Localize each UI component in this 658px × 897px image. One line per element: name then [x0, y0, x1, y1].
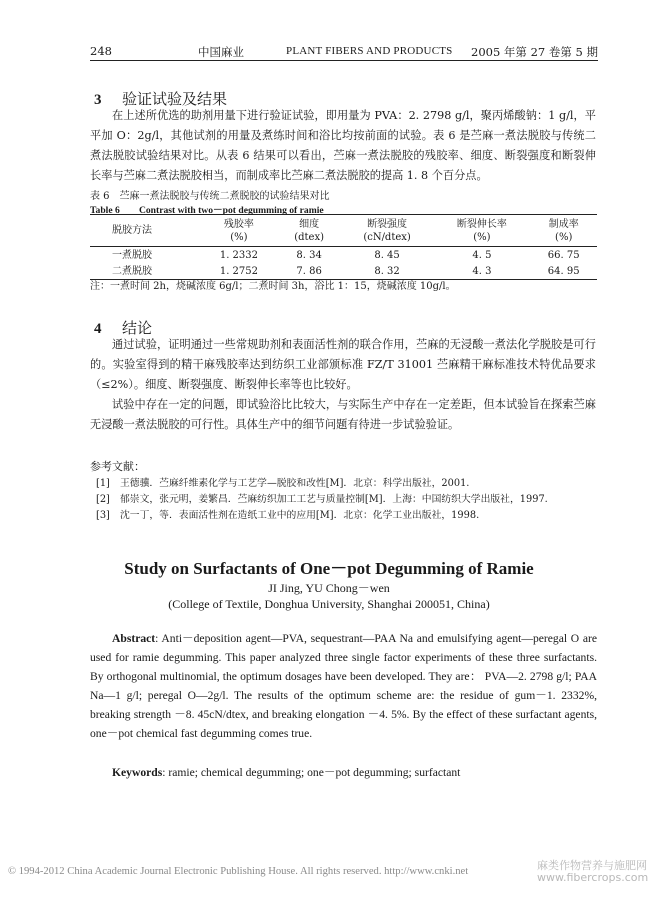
english-affiliation: (College of Textile, Donghua University, Shanghai 200051, China): [168, 597, 490, 611]
paragraph: 在上述所优选的助剂用量下进行验证试验，即用量为 PVA：2. 2798 g/l，聚丙烯酸钠：1 g/l，平平加 O：2g/l，其他试剂的用量及煮练时间和浴比均按前面的试验。表 6 是苎麻一煮法脱胶与传统二煮法脱胶试验结果对比。从表 6 结果可以看出，苎麻一煮法脱胶的残胶率、细度、断裂强度和断裂伸长率与苎麻二煮法脱胶相当，而制成率比苎麻二煮法脱胶的提高 1. 8 个百分点。: [90, 109, 596, 182]
table-note: 注：一煮时间 2h，烧碱浓度 6g/l；二煮时间 3h，浴比 1：15，烧碱浓度 10g/l。: [90, 281, 456, 292]
page-footer: [0, 859, 658, 886]
section-3-body: [90, 106, 596, 186]
page-number: 248: [90, 44, 112, 58]
references-heading: 参考文献：: [90, 460, 145, 473]
journal-name-en: PLANT FIBERS AND PRODUCTS: [286, 45, 453, 57]
results-table: [90, 214, 597, 280]
cell-residue: 1. 2752: [219, 266, 258, 277]
copyright-notice: © 1994-2012 China Academic Journal Electronic Publishing House. All rights reserved. http://www.cnki.net: [8, 866, 469, 877]
cell-fineness: 7. 86: [296, 266, 322, 277]
col-header-residue: 残胶率 (%): [223, 219, 254, 243]
section-4-body: [90, 335, 596, 435]
journal-name-cn: 中国麻业: [198, 45, 244, 59]
english-title: Study on Surfactants of One－pot Degumming of Ramie: [124, 559, 534, 578]
cell-strength: 8. 32: [374, 266, 400, 277]
reference-item: [2] 郁崇文，张元明，姜繁昌．苎麻纺织加工工艺与质量控制[M]．上海：中国纺织大学出版社，1997.: [96, 494, 548, 505]
cell-fineness: 8. 34: [296, 250, 322, 261]
abstract-text: : Anti－deposition agent—PVA, sequestrant—PAA Na and emulsifying agent—peregal O are used for ramie degumming. This paper analyzed three single factor experiments of these three surfactants. By orthogonal multinomial, the optimum dosages have been developed. They are： PVA—2. 2798 g/l; PAA Na—1 g/l; peregal O—2g/l. The results of the optimum scheme are: the residue of gum－1. 2332%, breaking strength －8. 45cN/dtex, and breaking elongation －4. 5%. By the effect of these surfactant agents, one－pot chemical fast degumming comes true.: [90, 632, 597, 740]
section-number: 3: [94, 92, 102, 108]
abstract-label: Abstract: [112, 632, 156, 645]
cell-method: 一煮脱胶: [112, 250, 152, 261]
keywords-label: Keywords: [112, 766, 163, 779]
reference-item: [1] 王德骥．苎麻纤维素化学与工艺学—脱胶和改性[M]．北京：科学出版社，2001.: [96, 478, 470, 489]
paragraph: 通过试验，证明通过一些常规助剂和表面活性剂的联合作用，苎麻的无浸酸一煮法化学脱胶是可行的。实验室得到的精干麻残胶率达到纺织工业部颁标准 FZ/T 31001 苎麻精干麻标准技术特优品要求（≤2%）。细度、断裂强度、断裂伸长率等也比较好。: [90, 338, 596, 391]
table-caption-cn: 表 6 苎麻一煮法脱胶与传统二煮脱胶的试验结果对比: [90, 191, 330, 202]
english-abstract: [90, 629, 597, 743]
col-header-fineness: 细度 (dtex): [294, 219, 324, 243]
cell-method: 二煮脱胶: [112, 266, 152, 277]
table-header-row: [90, 215, 597, 247]
cell-yield: 64. 95: [547, 266, 580, 277]
table-caption-en: Table 6 Contrast with two－pot degumming of ramie: [90, 205, 324, 216]
paragraph: 试验中存在一定的问题，即试验浴比比较大，与实际生产中存在一定差距，但本试验旨在探索苎麻无浸酸一煮法脱胶的可行性。具体生产中的细节问题有待进一步试验验证。: [90, 398, 596, 431]
keywords: [112, 764, 460, 780]
col-header-yield: 制成率 (%): [548, 219, 579, 243]
cell-elongation: 4. 3: [472, 266, 492, 277]
col-header-strength: 断裂强度 (cN/dtex): [363, 219, 411, 243]
watermark-cn: 麻类作物营养与施肥网: [537, 859, 647, 872]
cell-elongation: 4. 5: [472, 250, 492, 261]
keywords-text: : ramie; chemical degumming; one－pot degumming; surfactant: [162, 766, 461, 779]
cell-yield: 66. 75: [547, 250, 580, 261]
watermark: [537, 860, 648, 884]
english-authors: JI Jing, YU Chong－wen: [268, 581, 390, 595]
watermark-url: www.fibercrops.com: [537, 871, 649, 884]
col-header-method: 脱胶方法: [112, 225, 152, 236]
table-row: [90, 247, 597, 264]
cell-strength: 8. 45: [374, 250, 400, 261]
section-title: 验证试验及结果: [122, 90, 228, 108]
header-rule: [90, 60, 598, 61]
section-number: 4: [94, 321, 102, 337]
cell-residue: 1. 2332: [219, 250, 258, 261]
col-header-elongation: 断裂伸长率 (%): [456, 219, 507, 243]
issue-info: 2005 年第 27 卷第 5 期: [471, 45, 598, 59]
section-title: 结论: [122, 319, 153, 337]
reference-item: [3] 沈一丁，等．表面活性剂在造纸工业中的应用[M]．北京：化学工业出版社，1998.: [96, 510, 480, 521]
reference-list: [96, 476, 548, 524]
